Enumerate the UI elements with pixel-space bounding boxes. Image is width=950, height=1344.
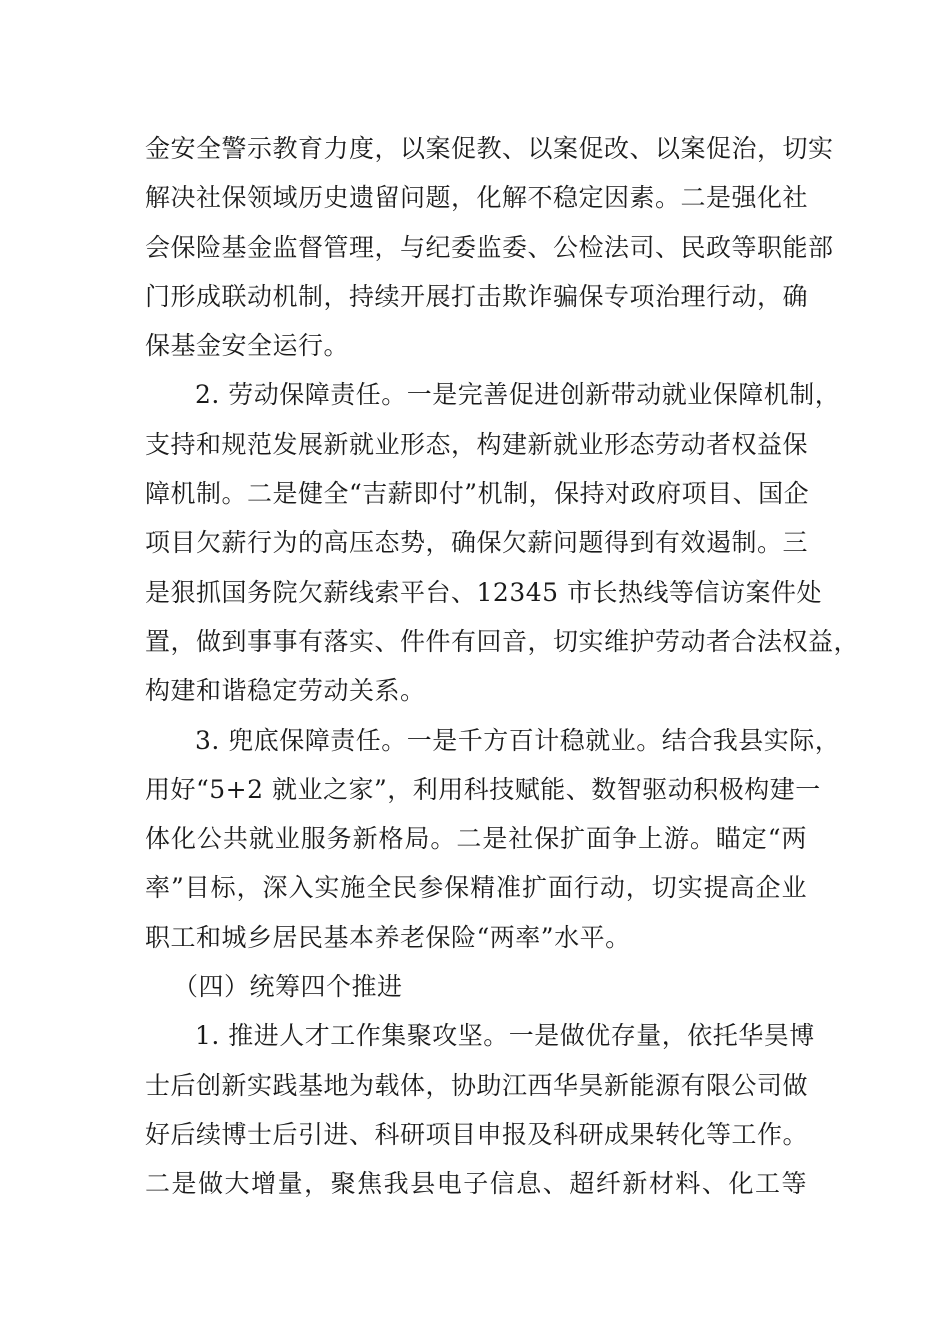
text-line: 构建和谐稳定劳动关系。	[145, 676, 426, 706]
text-line: 是狠抓国务院欠薪线索平台、12345 市长热线等信访案件处	[145, 577, 822, 607]
text-line: 置，做到事事有落实、件件有回音，切实维护劳动者合法权益，	[145, 626, 860, 656]
text-line: 体化公共就业服务新格局。二是社保扩面争上游。瞄定“两	[145, 824, 807, 854]
paragraph-start-line: 1. 推进人才工作集聚攻坚。一是做优存量，依托华昊博	[195, 1021, 815, 1051]
text-line: 支持和规范发展新就业形态，构建新就业形态劳动者权益保	[145, 429, 809, 459]
paragraph-start-line: 2. 劳动保障责任。一是完善促进创新带动就业保障机制，	[195, 380, 841, 410]
text-line: 保基金安全运行。	[145, 331, 350, 361]
text-line: 金安全警示教育力度，以案促教、以案促改、以案促治，切实	[145, 134, 834, 163]
text-line: 障机制。二是健全“吉薪即付”机制，保持对政府项目、国企	[145, 479, 810, 509]
text-line: 二是做大增量，聚焦我县电子信息、超纤新材料、化工等	[145, 1169, 807, 1199]
document-body	[145, 124, 860, 1209]
paragraph-start-line: 3. 兜底保障责任。一是千方百计稳就业。结合我县实际，	[195, 725, 841, 755]
section-heading: （四）统筹四个推进	[173, 972, 403, 1002]
text-line: 解决社保领域历史遗留问题，化解不稳定因素。二是强化社	[145, 183, 809, 213]
text-line: 会保险基金监督管理，与纪委监委、公检法司、民政等职能部	[145, 232, 834, 262]
text-line: 项目欠薪行为的高压态势，确保欠薪问题得到有效遏制。三	[145, 528, 809, 558]
text-line: 士后创新实践基地为载体，协助江西华昊新能源有限公司做	[145, 1070, 809, 1100]
text-line: 好后续博士后引进、科研项目申报及科研成果转化等工作。	[145, 1119, 809, 1149]
text-line: 用好“5+2 就业之家”，利用科技赋能、数智驱动积极构建一	[145, 774, 821, 804]
text-line: 职工和城乡居民基本养老保险“两率”水平。	[145, 922, 631, 952]
text-line: 率”目标，深入实施全民参保精准扩面行动，切实提高企业	[145, 873, 807, 903]
text-line: 门形成联动机制，持续开展打击欺诈骗保专项治理行动，确	[145, 281, 809, 311]
